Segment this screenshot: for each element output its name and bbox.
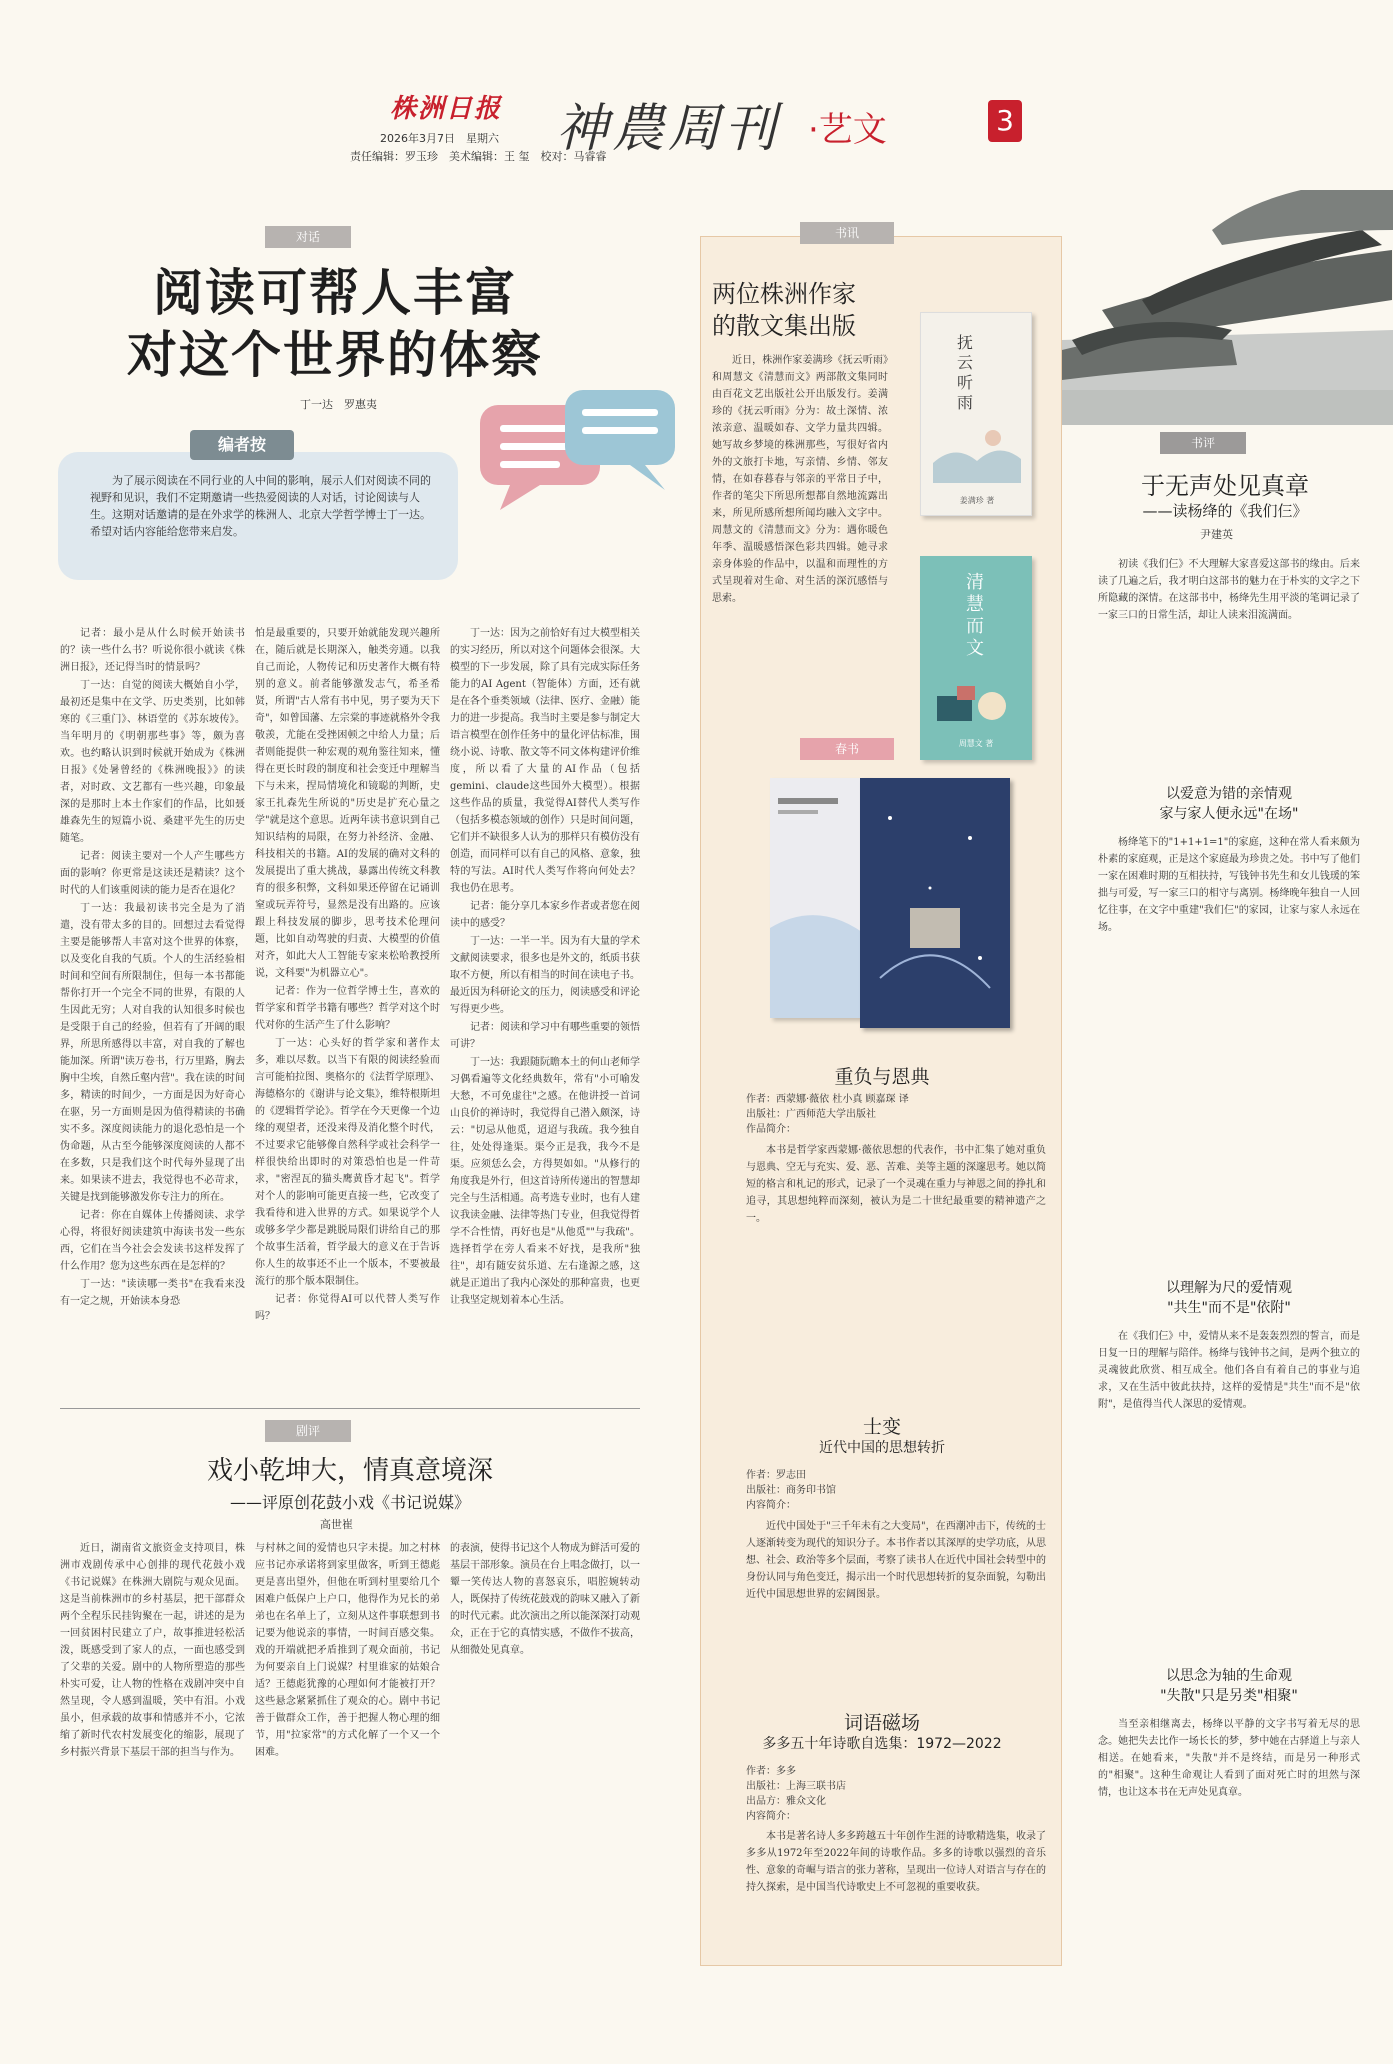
book-2-intro-label: 内容简介： — [746, 1500, 796, 1511]
dialogue-byline: 丁一达 罗惠夷 — [300, 398, 377, 411]
paragraph: 本书是哲学家西蒙娜·薇依思想的代表作，书中汇集了她对重负与恩典、空无与充实、爱、恶、苦难、美等主题的深邃思考。她以简短的格言和札记的形式，记录了一个灵魂在重力与神恩之间的挣扎和追寻，其思想纯粹而深刻，被认为是二十世纪最重要的精神遗产之一。 — [746, 1145, 1046, 1224]
section-title: 神農周刊 — [556, 99, 781, 159]
paper-logo: 株洲日报 — [390, 94, 503, 124]
paragraph: 的表演，使得书记这个人物成为鲜活可爱的基层干部形象。演员在台上唱念做打，以一颦一笑传达人物的喜怒哀乐，唱腔婉转动人，既保持了传统花鼓戏的韵味又融入了新的时代元素。此次演出之所以能深深打动观众，正在于它的真情实感，不做作不拔高，从细微处见真章。 — [450, 1543, 640, 1656]
book-3-brand: 出品方：雅众文化 — [746, 1796, 826, 1807]
headline-line-1: 两位株洲作家 — [712, 280, 856, 308]
book-2-title: 士变 — [862, 1416, 901, 1438]
book-cover-title: 抚云听雨 — [957, 333, 974, 412]
spring-book-cover-2 — [860, 778, 1010, 1028]
review-section-3-heading — [1098, 1666, 1360, 1706]
book-cover-author: 姜满珍 著 — [959, 496, 995, 505]
book-cover-1 — [920, 312, 1032, 516]
heading-line-2: 家与家人便永远"在场" — [1159, 806, 1299, 822]
paragraph: 初读《我们仨》不大理解大家喜爱这部书的缘由。后来读了几遍之后，我才明白这部书的魅力在于朴实的文字之下所隐藏的深情。在这部书中，杨绛先生用平淡的笔调记录了一家三口的日常生活，却让人读来泪流满面。 — [1098, 559, 1360, 621]
spring-book-cover-1 — [770, 778, 870, 1018]
paragraph: 记者：阅读主要对一个人产生哪些方面的影响？你更常是这读还是精读？这个时代的人们该重阅读的能力是否在退化？ — [60, 851, 245, 896]
book-1-intro-label: 作品简介： — [746, 1124, 796, 1135]
paragraph: 怕是最重要的，只要开始就能发现兴趣所在，随后就是长期深入，触类旁通。以我自己而论，人物传记和历史著作大概有特别的意义。前者能够激发志气，希圣希贤，所谓"古人常有书中见，男子要为天下奇"，如曾国藩、左宗棠的事迹就格外令我敬羡，尤能在受挫困顿之中给人力量；后者则能提供一种宏观的观角鉴往知来，懂得在更长时段的制度和社会变迁中理解当下与未来，捏局情境化和镜聪的判断，史家王扎森先生所说的"历史是扩充心量之学"就是这个意思。近两年读书意识到自己知识结构的局限，在努力补经济、金融、科技相关的书籍。AI的发展的确对文科的发展提出了重大挑战，暴露出传统文科教育的很多积弊，文科如果还停留在记诵训窒或玩弄符号，显然是没有出路的。应该跟上科技发展的脚步，思考技术伦理问题，比如自动驾驶的归责、大模型的价值对齐，如此大人工智能专家来松哈教授所说，文科要"为机器立心"。 — [255, 628, 440, 979]
book-news-tag: 书讯 — [800, 222, 894, 244]
review-section-3-body — [1098, 1716, 1360, 2036]
book-1-author: 作者：西蒙娜·薇依 杜小真 顾嘉琛 译 — [746, 1094, 909, 1105]
paragraph: 在《我们仨》中，爱情从来不是轰轰烈烈的誓言，而是日复一日的理解与陪伴。杨绛与钱钟书之间，是两个独立的灵魂彼此欣赏、相互成全。他们各自有着自己的事业与追求，又在生活中彼此扶持，这样的爱情是"共生"而不是"依附"，是值得当代人深思的爱情观。 — [1098, 1331, 1360, 1410]
paragraph: 当至亲相继离去，杨绛以平静的文字书写着无尽的思念。她把失去比作一场长长的梦，梦中她在古驿道上与亲人相送。在她看来，"失散"并不是终结，而是另一种形式的"相聚"。这种生命观让人看到了面对死亡时的坦然与深情，也让这本书在无声处见真章。 — [1098, 1719, 1360, 1798]
boat-photo — [1062, 190, 1393, 425]
book-2-publisher: 出版社：商务印书馆 — [746, 1485, 836, 1496]
paragraph: 杨绛笔下的"1+1+1=1"的家庭，这种在常人看来颇为朴素的家庭观，正是这个家庭最为珍贵之处。书中写了他们一家在困难时期的互相扶持，写钱钟书先生和女儿钱瑗的笨拙与可爱，写一家三口的相守与离别。杨绛晚年独自一人回忆往事，在文字中重建"我们仨"的家园，让家与家人永远在场。 — [1098, 837, 1360, 933]
drama-column-1 — [60, 1540, 245, 2040]
paragraph: 丁一达：心头好的哲学家和著作太多，难以尽数。以当下有限的阅读经验而言可能柏拉图、奥格尔的《法哲学原理》、海德格尔的《谢讲与论文集》，维特根斯坦的《逻辑哲学论》。哲学在今天更像一个边缘的观望者，还没来得及消化整个时代，不过要求它能够像自然科学或社会科学一样很快给出即时的对策恐怕也是一件苛求，"密涅瓦的猫头鹰黄昏才起飞"。哲学对个人的影响可能更直接一些，它改变了我看待和进入世界的方式。如果说学个人或够多学少都是跳脱局限们讲给自己的那个故事生活着，哲学最大的意义在于告诉你人生的故事还不止一个版本，不要被最流行的那个版本限制住。 — [255, 1038, 440, 1287]
paragraph: 丁一达：自觉的阅读大概始自小学，最初还是集中在文学、历史类别，比如韩寒的《三重门》、林语堂的《苏东坡传》。当年明月的《明朝那些事》等，颇为喜欢。也约略认识到时候就开始成为《株洲日报》《处暑曾经的《株洲晚报》》的读者，对时政、文艺都有一些兴趣，印象最深的是那时上本土作家们的作品，比如聂雄森先生的短篇小说、桑建平先生的历史随笔。 — [60, 680, 245, 844]
book-3-title: 词语磁场 — [843, 1712, 920, 1734]
heading-line-1: 以理解为尺的爱情观 — [1166, 1280, 1292, 1296]
book-3-publisher: 出版社：上海三联书店 — [746, 1781, 846, 1792]
book-cover-2 — [920, 556, 1032, 760]
headline-line-2: 对这个世界的体察 — [127, 326, 543, 384]
paragraph: 近日，株洲作家姜满珍《抚云听雨》和周慧文《清慧而文》两部散文集同时由百花文艺出版社公开出版发行。姜满珍的《抚云听雨》分为：故土深情、浓浓亲意、温暖如春、文学力量共四辑。她写故乡梦境的株洲那些，写很好省内外的文旅打卡地，写亲情、乡情、邻友情，在如春暮春与邻亲的平常日子中，作者的笔尖下所思所想都自然地流露出来，所见所感所想所闻均融入文字中。周慧文的《清慧而文》分为：遇你暖色年季、温暖感悟深色彩共四辑。她寻求亲身体验的作品中，以温和而理性的方式呈现着对生命、对生活的深沉感悟与思索。 — [712, 355, 888, 604]
dialogue-headline — [110, 262, 560, 386]
book-news-body — [712, 352, 888, 720]
review-section-1-body — [1098, 834, 1360, 1274]
paragraph: 丁一达：我跟随阮瞻本土的何山老师学习偶看遍等文化经典数年，常有"小可喻发大愁，不可免虚往"之感。在他讲授一首词山良价的禅诗时，我觉得自己潜入颇深，诗云："切忌从他觅，迢迢与我疏。我今独自往，处处得逢渠。渠今正是我，我今不是渠。应须恁么会，方得契如如。"从修行的角度我是外行，但这首诗所传递出的智慧却完全与生活相通。高考选专业时，也有人建议我读金融、法律等热门专业，但我觉得哲学不合性情，再好也是"从他觅""与我疏"。选择哲学在旁人看来不好找，是我所"独往"，却有随安贫乐道、左右逢源之感，这就是正道出了我内心深处的那种富贵，也更让我坚定规划着本心生活。 — [450, 1057, 640, 1306]
page-number-badge — [988, 100, 1022, 142]
book-3-subtitle: 多多五十年诗歌自选集：1972—2022 — [762, 1736, 1002, 1752]
book-3-body — [746, 1828, 1046, 1958]
abstract-cover-art — [770, 778, 870, 1018]
chat-bubble-illustration — [470, 385, 685, 515]
page-number: 3 — [996, 104, 1014, 137]
review-section-2-heading — [1098, 1278, 1360, 1318]
paragraph: 丁一达：一半一半。因为有大量的学术文献阅读要求，很多也是外文的，纸质书获取不方便，所以有相当的时间在读电子书。最近因为科研论文的压力，阅读感受和评论写得更少些。 — [450, 936, 640, 1015]
paragraph: 记者：你在自媒体上传播阅读、求学心得，将很好阅读建筑中海读书发一些东西，它们在当今社会会发读书这样发挥了什么作用？您为这些东西在是怎样的？ — [60, 1210, 245, 1272]
staff-credits: 责任编辑：罗玉珍 美术编辑：王 玺 校对：马睿睿 — [350, 150, 607, 163]
review-tag: 书评 — [1160, 432, 1246, 454]
review-intro — [1098, 556, 1360, 776]
paragraph: 记者：你觉得AI可以代替人类写作吗？ — [255, 1294, 440, 1322]
dialogue-column-2 — [255, 625, 440, 1395]
book-cover-title: 清慧而文 — [966, 572, 984, 659]
issue-date: 2026年3月7日 星期六 — [380, 132, 499, 145]
dialogue-tag: 对话 — [265, 226, 351, 248]
book-3-meta — [746, 1764, 1036, 1824]
paragraph: 与村林之间的爱情也只字未提。加之村林应书记亦承诺将到家里做客，听到王德彪更是喜出望外，但他在听到村里要给几个困难户低保户上户口，他得作为兄长的弟弟也在名单上了，立刻从这件事联想到书记要为他说亲的事情，一时间百感交集。戏的开端就把矛盾推到了观众面前，书记为何要亲自上门说媒？村里谁家的姑娘合适？王德彪犹豫的心理如何才能被打开？这些悬念紧紧抓住了观众的心。剧中书记善于做群众工作，善于把握人物心理的细节，用"拉家常"的方式化解了一个又一个困难。 — [255, 1543, 440, 1758]
book-1-title: 重负与恩典 — [834, 1066, 930, 1088]
dialogue-column-3 — [450, 625, 640, 1395]
paragraph: 丁一达："读读哪一类书"在我看来没有一定之规，开始读本身恐 — [60, 1279, 245, 1307]
drama-column-3 — [450, 1540, 640, 2040]
book-2-author: 作者：罗志田 — [746, 1470, 806, 1481]
divider — [60, 1408, 640, 1409]
paragraph: 记者：作为一位哲学博士生，喜欢的哲学家和哲学书籍有哪些？哲学对这个时代对你的生活产生了什么影响？ — [255, 986, 440, 1031]
review-subtitle: ——读杨绛的《我们仨》 — [1142, 502, 1308, 520]
paragraph: 近日，湖南省文旅资金支持项目，株洲市戏剧传承中心创排的现代花鼓小戏《书记说媒》在株洲大剧院与观众见面。这是当前株洲市的乡村基层，把干部群众两个全程乐民挂钩聚在一起，讲述的是为一回贫困村民建立了户，故事推进轻松活泼，既感受到了家人的点，一面也感受到了父辈的关爱。剧中的人物所塑造的那些朴实可爱，让人物的性格在戏剧冲突中自然呈现，令人感到温暖，笑中有泪。小戏虽小，但承载的故事和情感并不小，它浓缩了新时代农村发展变化的缩影，展现了乡村振兴背景下基层干部的担当与作为。 — [60, 1543, 245, 1758]
editor-note-tag: 编者按 — [190, 430, 294, 460]
book-3-author: 作者：多多 — [746, 1766, 796, 1777]
drama-tag: 剧评 — [265, 1420, 351, 1442]
drama-title: 戏小乾坤大，情真意境深 — [206, 1456, 493, 1486]
book-1-publisher: 出版社：广西师范大学出版社 — [746, 1109, 876, 1120]
heading-line-1: 以爱意为错的亲情观 — [1166, 786, 1292, 802]
masthead — [350, 92, 1060, 164]
drama-column-2 — [255, 1540, 440, 2040]
editor-note-text: 为了展示阅读在不同行业的人中间的影响，展示人们对阅读不同的视野和见识，我们不定期邀请一些热爱阅读的人对话，讨论阅读与人生。这期对话邀请的是在外求学的株洲人、北京大学哲学博士丁一达。希望对话内容能给您带来启发。 — [90, 474, 431, 538]
paragraph: 丁一达：我最初读书完全是为了消遣，没有带太多的目的。回想过去看觉得主要是能够帮人丰富对这个世界的体察，以及变化自我的气质。个人的生活经验相时间和空间有所限制住，但每一本书都能帮你打开一个完全不同的世界，有限的人生因此无穷；人对自我的认知很多时候也是受限于自己的经验，但若有了开阔的眼界，所思所感得以丰富，对自我的了解也能加深。所谓"读万卷书，行万里路，胸去胸中尘埃，自然丘壑内营"。我在读的时间多，精读的时间少，一方面是因为好奇心在驱，另一方面则是因为值得精读的书确实不多。深度阅读能力的退化恐怕是一个伪命题，从古至今能够深度阅读的人都不在多数，只是我们这个时代每外显现了出来。如果读不进去，我觉得也不必苛求，关键是找到能够激发你专注力的所在。 — [60, 903, 245, 1203]
drama-subtitle: ——评原创花鼓小戏《书记说媒》 — [229, 1493, 470, 1512]
review-section-2-body — [1098, 1328, 1360, 1658]
review-section-1-heading — [1098, 784, 1360, 824]
spring-books-tag: 春书 — [800, 738, 894, 760]
dialogue-column-1 — [60, 625, 245, 1395]
book-1-meta — [746, 1092, 1036, 1137]
drama-author: 高世崔 — [320, 1518, 353, 1531]
paragraph: 记者：能分享几本家乡作者或者您在阅读中的感受？ — [450, 901, 640, 929]
book-2-meta — [746, 1468, 1036, 1513]
book-1-body — [746, 1142, 1046, 1402]
boat-illustration — [1062, 190, 1393, 425]
landscape-illustration — [933, 423, 1021, 483]
heading-line-2: "失散"只是另类"相聚" — [1160, 1688, 1298, 1704]
review-title: 于无声处见真章 — [1141, 472, 1309, 500]
book-2-body — [746, 1518, 1046, 1698]
paragraph: 本书是著名诗人多多跨越五十年创作生涯的诗歌精选集，收录了多多从1972年至2022年间的诗歌作品。多多的诗歌以强烈的音乐性、意象的奇崛与语言的张力著称，呈现出一位诗人对语言与存在的持久探索，是中国当代诗歌史上不可忽视的重要收获。 — [746, 1831, 1046, 1893]
heading-line-2: "共生"而不是"依附" — [1167, 1300, 1291, 1316]
book-3-intro-label: 内容简介： — [746, 1811, 796, 1822]
book-news-headline — [712, 278, 902, 342]
book-2-subtitle: 近代中国的思想转折 — [819, 1440, 945, 1456]
book-cover-author: 周慧文 著 — [958, 739, 994, 748]
still-life-illustration — [932, 676, 1020, 726]
paragraph: 记者：阅读和学习中有哪些重要的领悟可讲？ — [450, 1022, 640, 1050]
headline-line-2: 的散文集出版 — [712, 312, 856, 340]
paragraph: 近代中国处于"三千年未有之大变局"，在西潮冲击下，传统的士人逐渐转变为现代的知识分子。本书作者以其深厚的史学功底，从思想、社会、政治等多个层面，考察了读书人在近代中国社会转型中的身份认同与角色变迁，揭示出一个时代思想转折的复杂面貌，勾勒出近代中国思想世界的宏阔图景。 — [746, 1521, 1046, 1600]
review-author: 尹建英 — [1200, 528, 1233, 541]
paragraph: 记者：最小是从什么时候开始读书的？读一些什么书？听说你很小就读《株洲日报》，还记得当时的情景吗？ — [60, 628, 245, 673]
starry-cover-art — [860, 778, 1010, 1028]
headline-line-1: 阅读可帮人丰富 — [153, 264, 517, 322]
section-subtitle: ·艺文 — [808, 110, 887, 150]
paragraph: 丁一达：因为之前恰好有过大模型相关的实习经历，所以对这个问题体会很深。大模型的下一步发展，除了具有完成实际任务能力的AI Agent（智能体）方面，还有就是在各个垂类领域（法律、医疗、金融）能力的进一步提高。我当时主要是参与制定大语言模型在创作任务中的量化评估标准，围绕小说、诗歌、散文等不同文体构建评价维度，所以看了大量的AI作品（包括gemini、claude这些国外大模型）。根据这些作品的质量，我觉得AI替代人类写作（包括多模态领域的创作）只是时间问题，它们并不缺很多人认为的那样只有模仿没有创造，而同样可以有自己的风格、意象，独特的写法。AI时代人类写作将向何处去？我也仍在思考。 — [450, 628, 640, 894]
heading-line-1: 以思念为轴的生命观 — [1166, 1668, 1292, 1684]
